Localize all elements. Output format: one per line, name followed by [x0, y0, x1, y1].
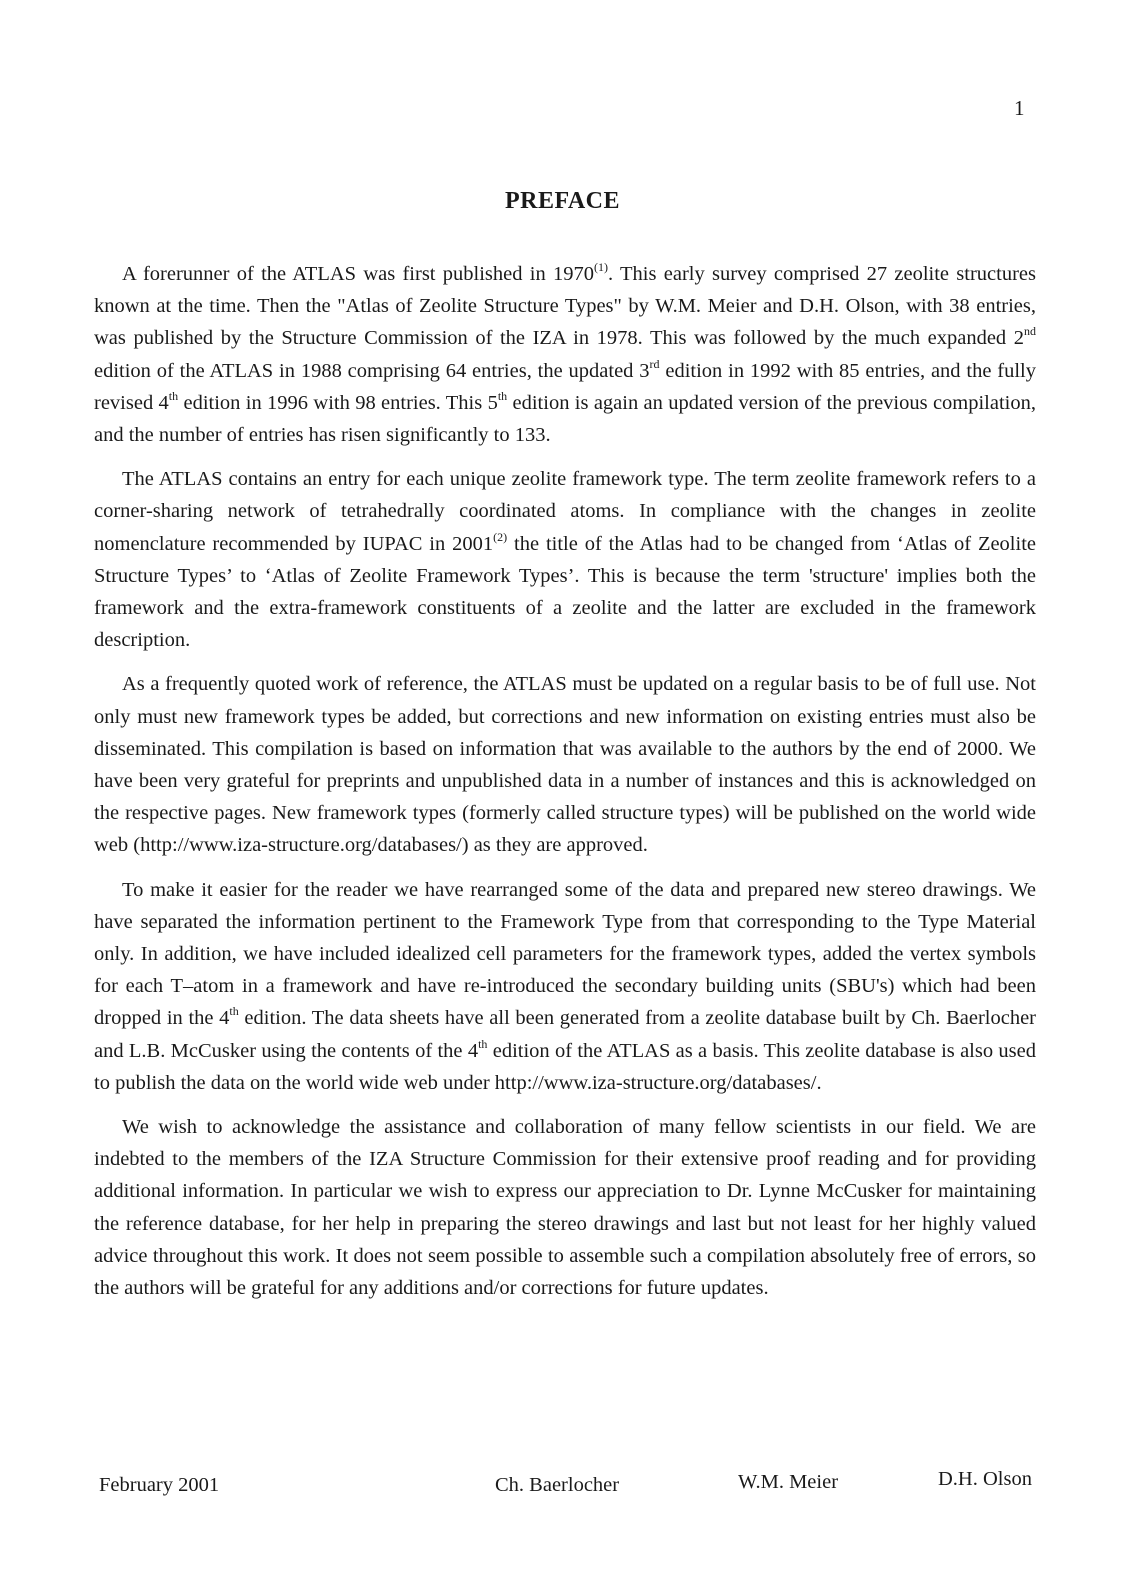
paragraph-text: edition. The data sheets have all been generated from a zeolite database built by Ch. Baerlocher and L.B. McCusker using the contents of the 4: [94, 1007, 1036, 1062]
ordinal-suffix: rd: [649, 356, 660, 371]
paragraph-text: edition in 1992 with 85 entries, and the fully revised 4: [94, 359, 1036, 414]
ordinal-suffix: th: [497, 388, 508, 403]
signature-date: February 2001: [99, 1474, 220, 1496]
paragraph-4: [94, 874, 1036, 1099]
ordinal-suffix: nd: [1024, 324, 1036, 339]
ordinal-suffix: th: [168, 388, 179, 403]
paragraph-text: edition is again an updated version of the previous compilation, and the number of entries has risen significantly to 133.: [94, 391, 1036, 447]
author-name: W.M. Meier: [738, 1471, 839, 1493]
page-number: 1: [1014, 96, 1025, 120]
paragraph-text: . This early survey comprised 27 zeolite structures known at the time. Then the "Atlas of Zeolite Structure Types" by W.M. Meier and D.H. Olson, with 38 entries, was published by the Structure Commission of the IZA in 1978. This was followed by the much expanded 2: [94, 263, 1036, 350]
paragraph-text: the title of the Atlas had to be changed from ‘Atlas of Zeolite Structure Types’ to ‘Atlas of Zeolite Framework Types’. This is because the term 'structure' implies both the framework and the extra-framework constituents of a zeolite and the latter are excluded in the framework description.: [94, 532, 1036, 652]
paragraph-text: A forerunner of the ATLAS was first published in 1970: [122, 263, 594, 285]
paragraph-text: edition in 1996 with 98 entries. This 5: [178, 391, 498, 414]
reference-marker: (1): [594, 260, 608, 274]
preface-body: [94, 258, 1036, 1316]
paragraph-text: To make it easier for the reader we have rearranged some of the data and prepared new stereo drawings. We have separated the information pertinent to the Framework Type from that corresponding to the Type Material only. In addition, we have included idealized cell parameters for the framework types, added the vertex symbols for each T–atom in a framework and have re-introduced the secondary building units (SBU's) which had been dropped in the 4: [94, 878, 1036, 1030]
paragraph-1: [94, 258, 1036, 451]
author-name: Ch. Baerlocher: [495, 1474, 620, 1496]
paragraph-3: As a frequently quoted work of reference, the ATLAS must be updated on a regular basis to be of full use. Not only must new framework types be added, but corrections and new information on existing entries must also be disseminated. This compilation is based on information that was available to the authors by the end of 2000. We have been very grateful for preprints and unpublished data in a number of instances and this is acknowledged on the respective pages. New framework types (formerly called structure types) will be published on the world wide web (http://www.iza-structure.org/databases/) as they are approved.: [94, 673, 1036, 857]
ordinal-suffix: th: [478, 1036, 488, 1051]
author-name: D.H. Olson: [938, 1468, 1032, 1490]
ordinal-suffix: th: [229, 1004, 239, 1019]
paragraph-5: We wish to acknowledge the assistance and collaboration of many fellow scientists in our field. We are indebted to the members of the IZA Structure Commission for their extensive proof reading and for providing additional information. In particular we wish to express our appreciation to Dr. Lynne McCusker for maintaining the reference database, for her help in preparing the stereo drawings and last but not least for her highly valued advice throughout this work. It does not seem possible to assemble such a compilation absolutely free of errors, so the authors will be grateful for any additions and/or corrections for future updates.: [94, 1116, 1036, 1300]
paragraph-text: The ATLAS contains an entry for each unique zeolite framework type. The term zeolite framework refers to a corner-sharing network of tetrahedrally coordinated atoms. In compliance with the changes in zeolite nomenclature recommended by IUPAC in 2001: [94, 468, 1036, 555]
paragraph-2: [94, 463, 1036, 656]
page-title: PREFACE: [504, 188, 621, 214]
signature-block: [0, 1470, 1125, 1510]
paragraph-text: edition of the ATLAS as a basis. This zeolite database is also used to publish the data on the world wide web under http://www.iza-structure.org/databases/.: [94, 1039, 1036, 1094]
paragraph-text: edition of the ATLAS in 1988 comprising 64 entries, the updated 3: [94, 359, 650, 382]
reference-marker: (2): [493, 529, 508, 544]
